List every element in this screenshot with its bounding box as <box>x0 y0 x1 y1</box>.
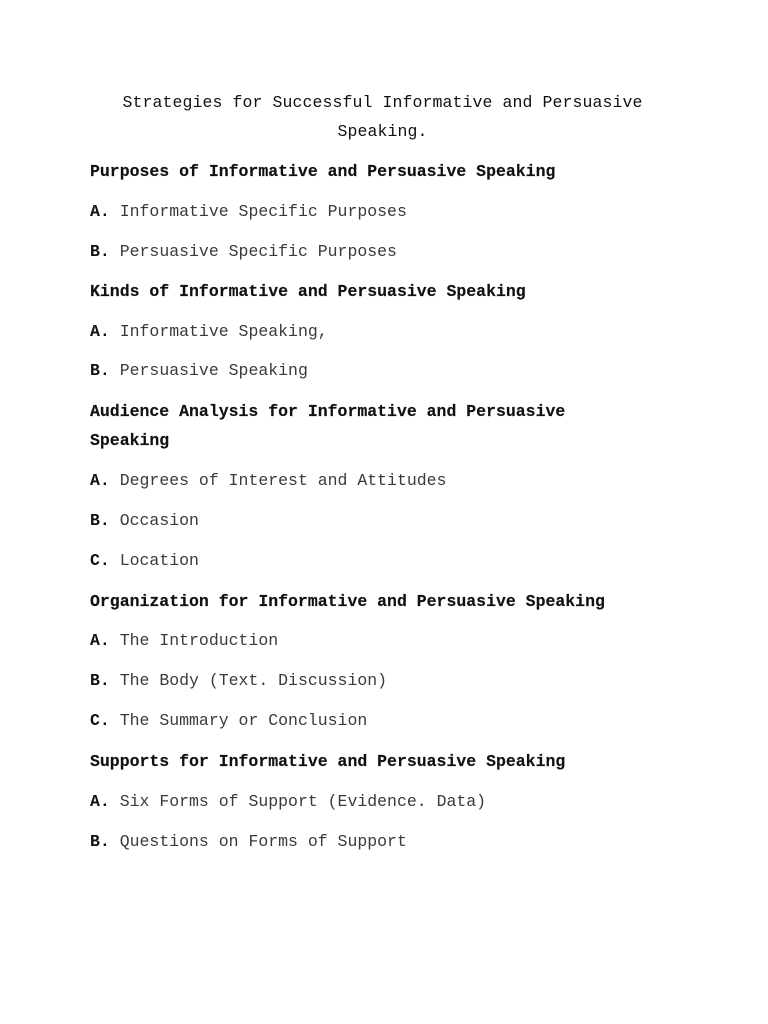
list-item-text: Questions on Forms of Support <box>119 832 407 851</box>
section-heading-purposes: Purposes of Informative and Persuasive Speaking <box>90 162 556 181</box>
list-item <box>90 827 690 856</box>
list-item <box>90 787 690 816</box>
list-item-text: Occasion <box>119 511 199 530</box>
section-heading-audience-analysis: Audience Analysis for Informative and Persuasive Speaking <box>90 402 566 450</box>
section-heading-organization: Organization for Informative and Persuasive Speaking <box>90 592 605 611</box>
list-item <box>90 317 690 346</box>
list-marker: A. <box>90 792 110 811</box>
document-title: Strategies for Successful Informative and Persuasive Speaking. <box>122 93 643 141</box>
list-item <box>90 506 690 535</box>
list-item <box>90 706 690 735</box>
list-item <box>90 626 690 655</box>
list-item <box>90 666 690 695</box>
list-item <box>90 237 690 266</box>
list-item-text: The Body (Text. Discussion) <box>119 671 388 690</box>
list-marker: A. <box>90 631 110 650</box>
list-marker: B. <box>90 832 110 851</box>
list-item <box>90 546 690 575</box>
list-marker: B. <box>90 361 110 380</box>
list-item-text: The Introduction <box>119 631 279 650</box>
section-heading-kinds: Kinds of Informative and Persuasive Speaking <box>90 282 526 301</box>
list-item <box>90 197 690 226</box>
list-item-text: Informative Specific Purposes <box>119 202 407 221</box>
list-marker: B. <box>90 242 110 261</box>
list-item-text: Degrees of Interest and Attitudes <box>119 471 447 490</box>
list-marker: C. <box>90 711 110 730</box>
list-item <box>90 356 690 385</box>
list-marker: A. <box>90 471 110 490</box>
list-item-text: Persuasive Specific Purposes <box>119 242 397 261</box>
section-heading-supports: Supports for Informative and Persuasive Speaking <box>90 752 566 771</box>
list-item-text: Six Forms of Support (Evidence. Data) <box>119 792 487 811</box>
list-marker: A. <box>90 322 110 341</box>
list-marker: C. <box>90 551 110 570</box>
list-item-text: Location <box>119 551 199 570</box>
list-item-text: The Summary or Conclusion <box>119 711 368 730</box>
list-marker: B. <box>90 671 110 690</box>
list-item-text: Persuasive Speaking <box>119 361 308 380</box>
list-marker: A. <box>90 202 110 221</box>
list-marker: B. <box>90 511 110 530</box>
list-item-text: Informative Speaking, <box>119 322 328 341</box>
list-item <box>90 466 690 495</box>
